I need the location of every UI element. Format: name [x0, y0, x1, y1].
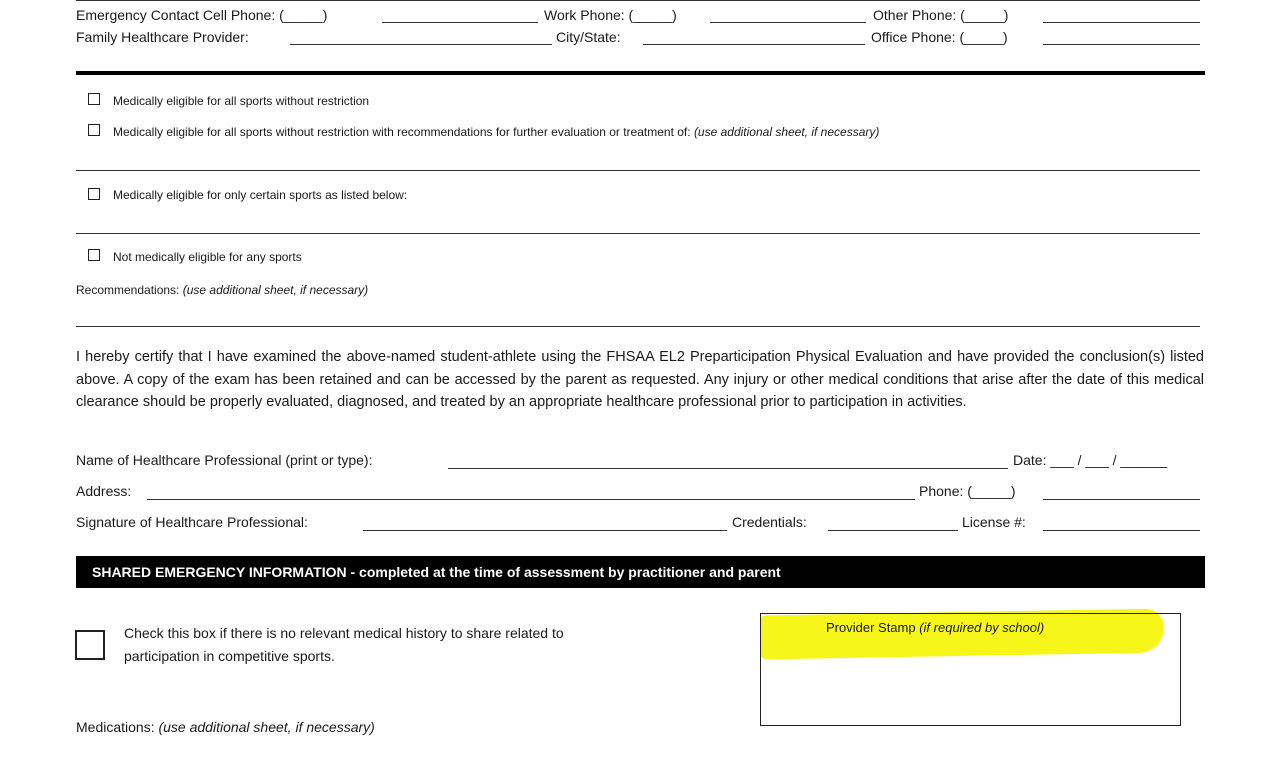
professional-name-label: Name of Healthcare Professional (print or type): [76, 452, 373, 468]
license-label: License #: [962, 514, 1026, 530]
no-history-text-2: participation in competitive sports. [124, 648, 335, 664]
medications-note: (use additional sheet, if necessary) [158, 719, 375, 735]
section-divider [76, 71, 1205, 75]
provider-stamp-text: Provider Stamp [826, 620, 916, 635]
eligible-with-recommendations-note: (use additional sheet, if necessary) [693, 125, 880, 139]
recommendations-label [76, 282, 368, 298]
not-eligible-label: Not medically eligible for any sports [113, 250, 302, 264]
office-phone-label: Office Phone: (_____) [871, 29, 1008, 45]
signature-field[interactable] [363, 530, 727, 531]
signature-label: Signature of Healthcare Professional: [76, 514, 308, 530]
family-provider-field[interactable] [290, 44, 552, 45]
recommendations-note: (use additional sheet, if necessary) [182, 283, 369, 297]
address-label: Address: [76, 483, 132, 499]
eligible-with-recommendations-checkbox[interactable] [88, 124, 100, 136]
address-field[interactable] [147, 499, 915, 500]
eligible-all-label: Medically eligible for all sports without restriction [113, 94, 370, 108]
emergency-cell-label: Emergency Contact Cell Phone: (_____) [76, 7, 328, 23]
other-phone-label: Other Phone: (_____) [873, 7, 1009, 23]
medications-label-text: Medications: [76, 719, 155, 735]
recommendations-line-1[interactable] [76, 170, 1200, 171]
emergency-cell-field[interactable] [382, 22, 538, 23]
office-phone-field[interactable] [1043, 44, 1200, 45]
recommendations-label-text: Recommendations: [76, 283, 180, 297]
eligible-with-recommendations-text: Medically eligible for all sports without restriction with recommendations for further evaluation or treatment of: [113, 125, 691, 139]
license-field[interactable] [1043, 530, 1200, 531]
provider-stamp-label [826, 620, 1044, 636]
eligible-certain-checkbox[interactable] [88, 188, 100, 200]
family-provider-label: Family Healthcare Provider: [76, 29, 249, 45]
provider-stamp-note: (if required by school) [919, 620, 1045, 635]
eligible-certain-label: Medically eligible for only certain sports as listed below: [113, 188, 408, 202]
phone-label: Phone: (_____) [919, 483, 1016, 499]
eligible-with-recommendations-label [113, 124, 879, 140]
credentials-field[interactable] [828, 530, 958, 531]
certain-sports-line[interactable] [76, 233, 1200, 234]
work-phone-field[interactable] [710, 22, 866, 23]
eligible-all-checkbox[interactable] [88, 93, 100, 105]
medications-label [76, 719, 375, 735]
professional-name-field[interactable] [448, 468, 1008, 469]
no-history-checkbox[interactable] [75, 630, 105, 660]
date-label[interactable]: Date: ___ / ___ / ______ [1013, 452, 1168, 468]
phone-field[interactable] [1043, 499, 1200, 500]
recommendations-line-2[interactable] [76, 326, 1200, 327]
top-cut-line [76, 0, 1200, 1]
other-phone-field[interactable] [1043, 22, 1200, 23]
not-eligible-checkbox[interactable] [88, 249, 100, 261]
credentials-label: Credentials: [732, 514, 807, 530]
work-phone-label: Work Phone: (_____) [544, 7, 677, 23]
city-state-label: City/State: [556, 29, 621, 45]
no-history-text-1: Check this box if there is no relevant medical history to share related to [124, 625, 564, 641]
city-state-field[interactable] [643, 44, 865, 45]
certification-paragraph: I hereby certify that I have examined the above-named student-athlete using the FHSAA EL2 Preparticipation Physical Evaluation and have provided the conclusion(s) listed above. A copy of the exam has been retained and can be accessed by the parent as requested. Any injury or other medical conditions that arise after the date of this medical clearance should be properly evaluated, diagnosed, and treated by an appropriate healthcare professional prior to participation in activities. [76, 349, 1204, 410]
shared-emergency-bar: SHARED EMERGENCY INFORMATION - completed at the time of assessment by practitioner and parent [76, 556, 1205, 588]
